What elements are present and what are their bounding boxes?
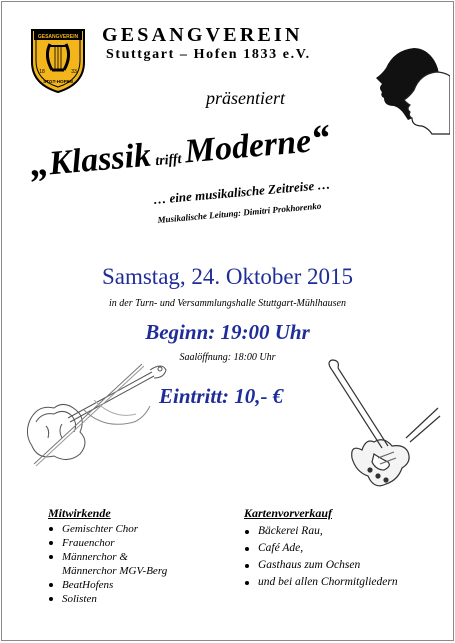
logo-year-right: 33 bbox=[71, 69, 77, 75]
presale-heading: Kartenvorverkauf bbox=[244, 506, 332, 520]
musical-direction: Musikalische Leitung: Dimitri Prokhorenko bbox=[157, 200, 322, 225]
title-open-quote: „ bbox=[28, 141, 51, 186]
performers-list bbox=[48, 522, 167, 606]
event-date: Samstag, 24. Oktober 2015 bbox=[101, 264, 354, 289]
poster bbox=[1, 1, 454, 641]
bullet-icon bbox=[49, 555, 53, 559]
list-item: und bei allen Chormitgliedern bbox=[244, 574, 398, 591]
title-word-moderne: Moderne bbox=[183, 122, 313, 171]
list-item: Männerchor MGV-Berg bbox=[62, 565, 168, 577]
entry-price: Eintritt: 10,- € bbox=[159, 384, 284, 408]
list-item: Gasthaus zum Ochsen bbox=[244, 557, 398, 574]
bullet-icon bbox=[49, 597, 53, 601]
club-subtitle: Stuttgart – Hofen 1833 e.V. bbox=[106, 47, 311, 62]
club-name: GESANGVEREIN bbox=[102, 24, 303, 46]
doors-open-time: Saalöffnung: 18:00 Uhr bbox=[179, 352, 276, 363]
concert-title bbox=[28, 116, 332, 186]
bullet-icon bbox=[245, 581, 249, 585]
bullet-icon bbox=[49, 583, 53, 587]
lyre-shield-logo-icon bbox=[28, 26, 88, 94]
singing-faces-silhouette-icon bbox=[364, 42, 450, 138]
bullet-icon bbox=[245, 564, 249, 568]
logo-text-bottom: STGT-HOFEN bbox=[43, 79, 73, 84]
event-venue: in der Turn- und Versammlungshalle Stuttgart-Mühlhausen bbox=[109, 298, 346, 309]
title-close-quote: “ bbox=[308, 116, 332, 161]
bullet-icon bbox=[49, 527, 53, 531]
title-word-klassik: Klassik bbox=[47, 136, 153, 183]
list-item: Café Ade, bbox=[244, 540, 398, 557]
bullet-icon bbox=[245, 547, 249, 551]
list-item: Männerchor & bbox=[48, 550, 167, 564]
list-item: Frauenchor bbox=[48, 536, 167, 550]
title-connector: trifft bbox=[154, 151, 183, 170]
concert-subtitle: … eine musikalische Zeitreise … bbox=[152, 176, 331, 208]
logo-text-top: GESANGVEREIN bbox=[37, 34, 79, 40]
performers-heading: Mitwirkende bbox=[48, 506, 111, 520]
violin-sketch-icon bbox=[24, 360, 174, 472]
logo-year-left: 18 bbox=[39, 69, 45, 75]
event-begin-time: Beginn: 19:00 Uhr bbox=[145, 320, 310, 344]
presale-list bbox=[244, 523, 398, 591]
list-item: Gemischter Chor bbox=[48, 522, 167, 536]
list-item: BeatHofens bbox=[48, 578, 167, 592]
presents-text: präsentiert bbox=[206, 88, 285, 108]
bullet-icon bbox=[49, 541, 53, 545]
list-item: Bäckerei Rau, bbox=[244, 523, 398, 540]
list-item: Solisten bbox=[48, 592, 167, 606]
bullet-icon bbox=[245, 530, 249, 534]
electric-guitar-sketch-icon bbox=[322, 358, 444, 498]
